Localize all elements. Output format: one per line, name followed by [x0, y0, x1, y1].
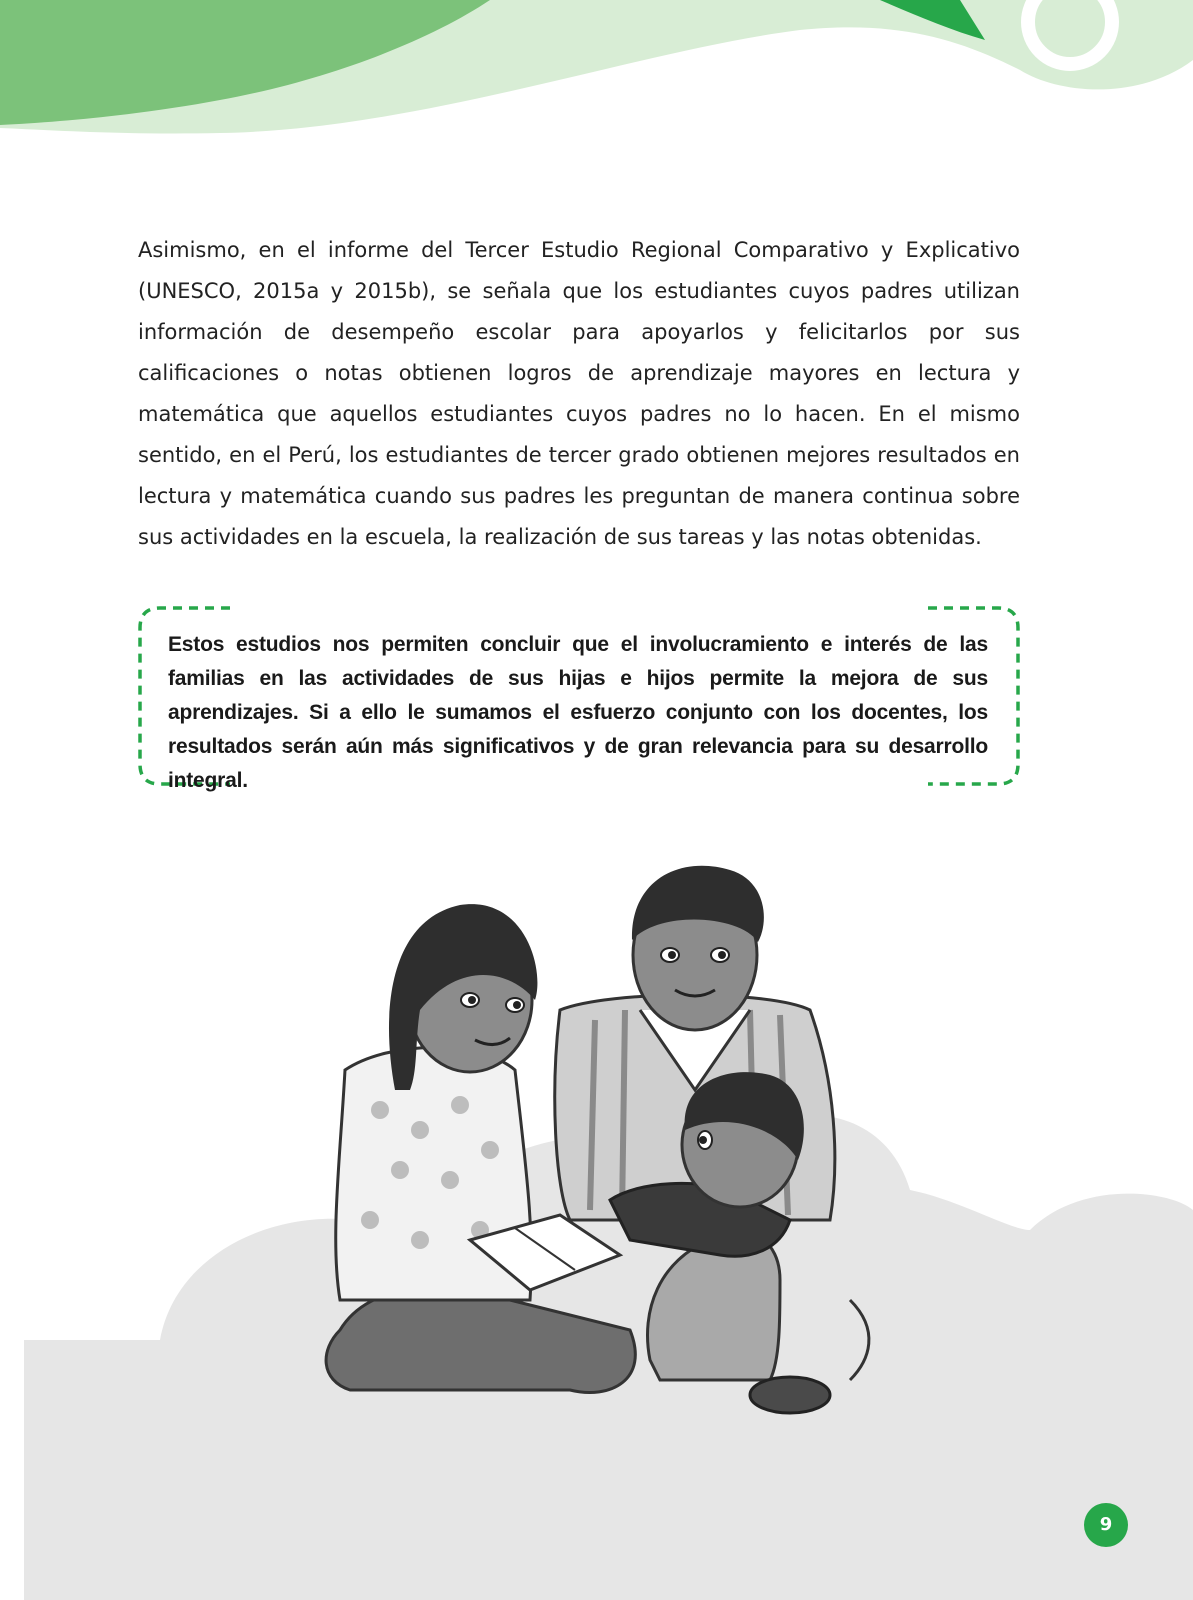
family-reading-illustration — [310, 860, 910, 1450]
header-wave-decoration — [0, 0, 1193, 150]
conclusion-callout — [138, 606, 1020, 792]
page-number-badge: 9 — [1084, 1503, 1128, 1547]
callout-text: Estos estudios nos permiten concluir que el involucramiento e interés de las familias en las actividades de sus hijas e hijos permite la mejora de sus aprendizajes. Si a ello le sumamos el esfuerzo conjunto con los docentes, los resultados serán aún más significativos y de gran relevancia para su desarrollo integral. — [168, 633, 988, 792]
body-paragraph: Asimismo, en el informe del Tercer Estudio Regional Comparativo y Explicativo (UNESCO, 2015a y 2015b), se señala que los estudiantes cuyos padres utilizan información de desempeño escolar para apoyarlos y felicitarlos por sus calificaciones o notas obtienen logros de aprendizaje mayores en lectura y matemática que aquellos estudiantes cuyos padres no lo hacen. En el mismo sentido, en el Perú, los estudiantes de tercer grado obtienen mejores resultados en lectura y matemática cuando sus padres les preguntan de manera continua sobre sus actividades en la escuela, la realización de sus tareas y las notas obtenidas. — [138, 238, 1020, 549]
